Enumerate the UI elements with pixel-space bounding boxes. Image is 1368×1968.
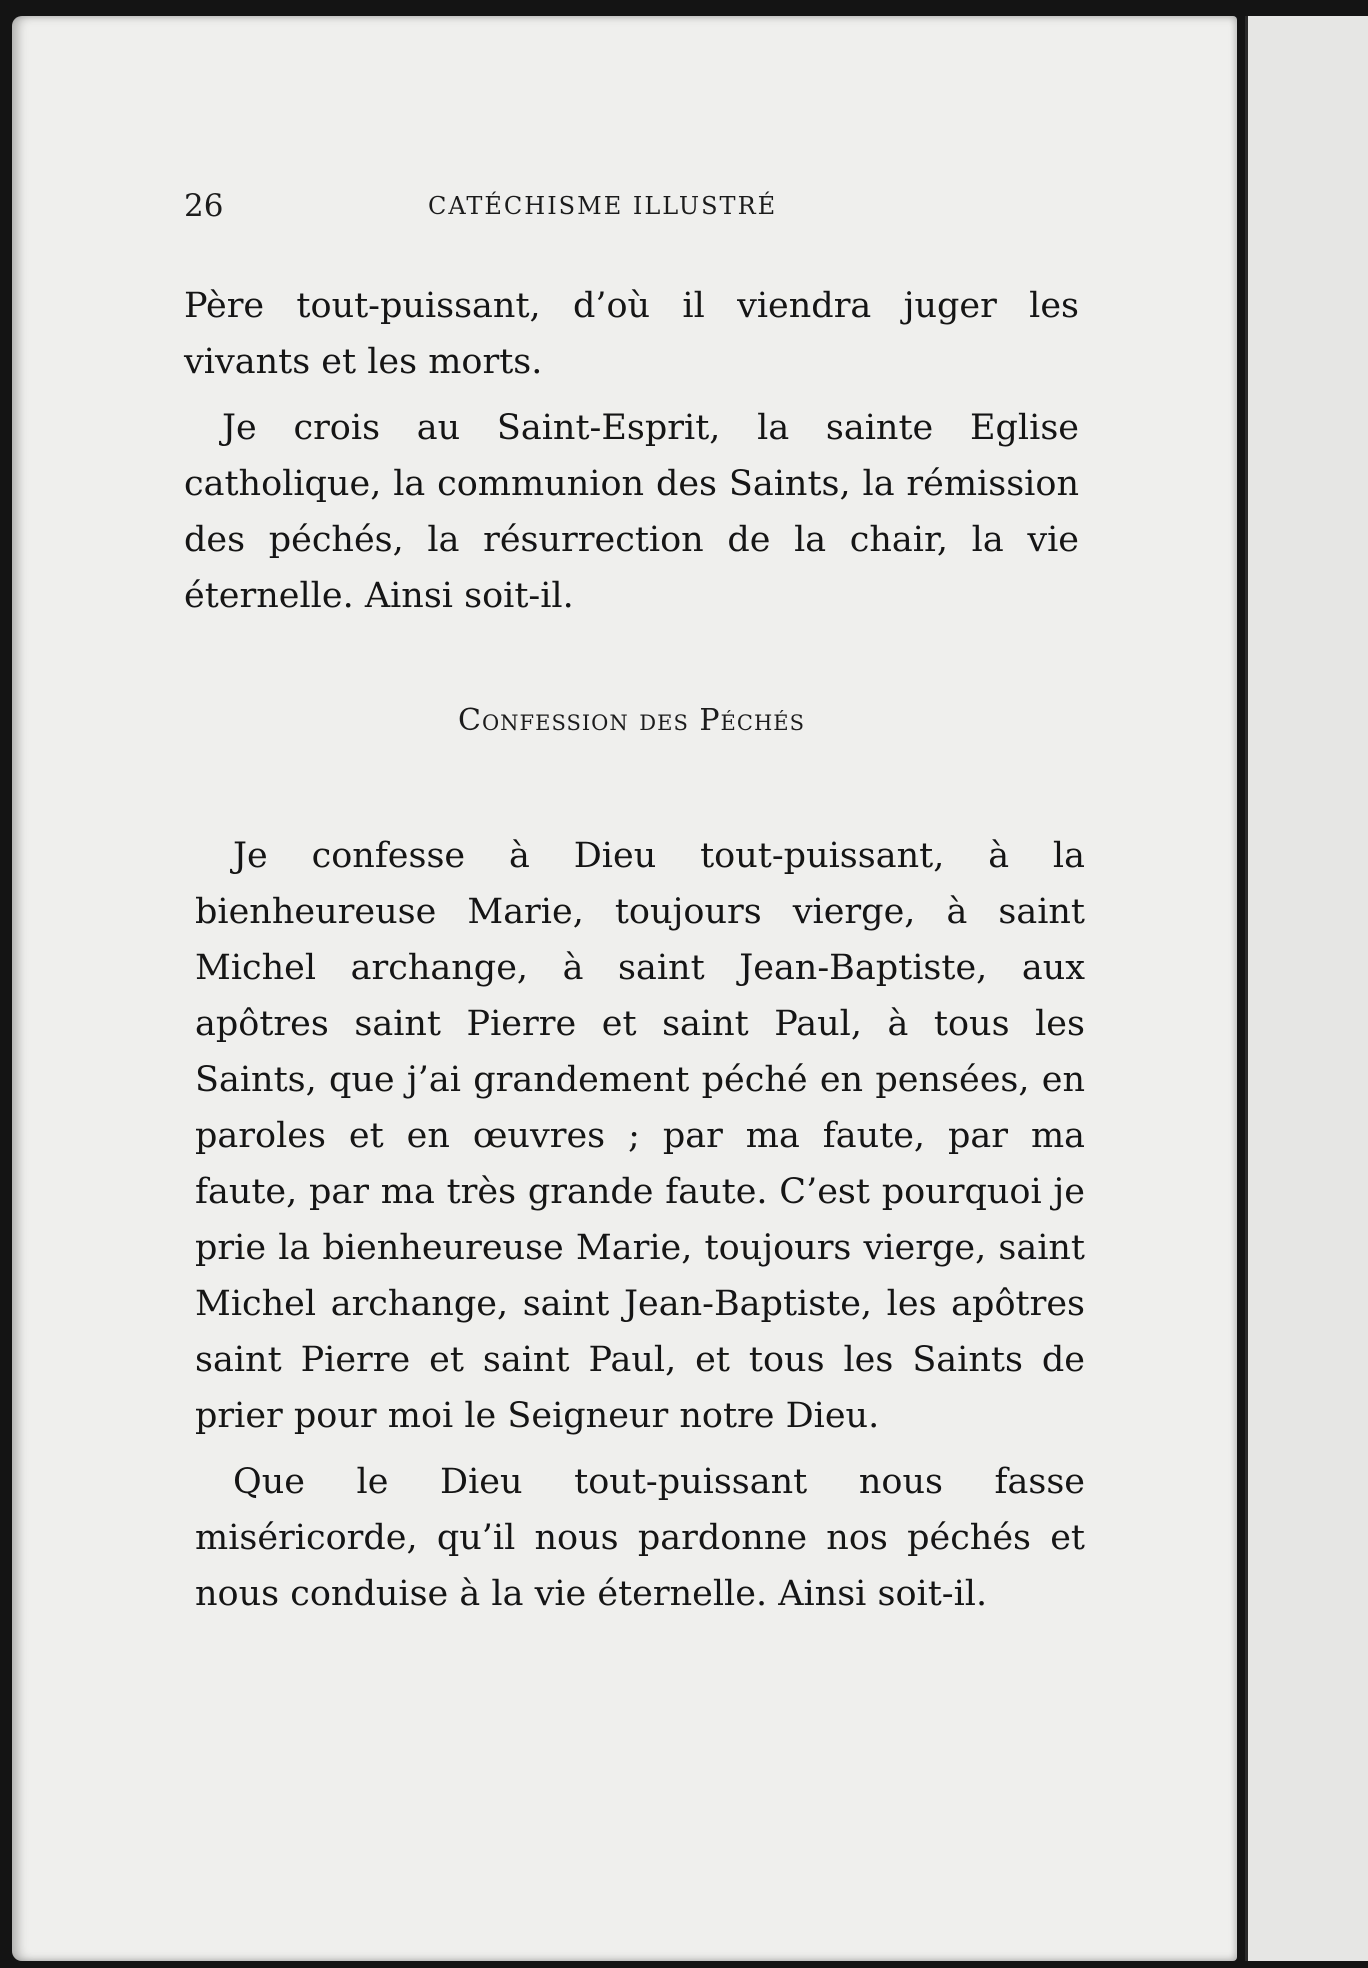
- creed-paragraph-1: Père tout-puissant, d’où il viendra juger les vivants et les morts.: [184, 286, 1079, 382]
- creed-continuation: [184, 278, 1079, 624]
- section-heading: Confession des Péchés: [458, 703, 805, 738]
- creed-paragraph-2: Je crois au Saint-Esprit, la sainte Eglise catholique, la communion des Saints, la rémission des péchés, la résurrection de la chair, la vie éternelle. Ainsi soit-il.: [184, 408, 1079, 616]
- page-number: 26: [184, 188, 224, 224]
- running-header: [184, 188, 1084, 228]
- confession-paragraph-2: Que le Dieu tout-puissant nous fasse miséricorde, qu’il nous pardonne nos péchés et nous conduise à la vie éternelle. Ainsi soit-il.: [195, 1462, 1085, 1614]
- running-title: CATÉCHISME ILLUSTRÉ: [428, 192, 778, 220]
- confession-text: [195, 828, 1085, 1622]
- adjacent-page-edge: [1245, 16, 1368, 1961]
- confession-paragraph-1: Je confesse à Dieu tout-puissant, à la bienheureuse Marie, toujours vierge, à saint Michel archange, à saint Jean-Baptiste, aux apôtres saint Pierre et saint Paul, à tous les Saints, que j’ai grandement péché en pensées, en paroles et en œuvres ; par ma faute, par ma faute, par ma très grande faute. C’est pourquoi je prie la bienheureuse Marie, toujours vierge, saint Michel archange, saint Jean-Baptiste, les apôtres saint Pierre et saint Paul, et tous les Saints de prier pour moi le Seigneur notre Dieu.: [195, 836, 1085, 1436]
